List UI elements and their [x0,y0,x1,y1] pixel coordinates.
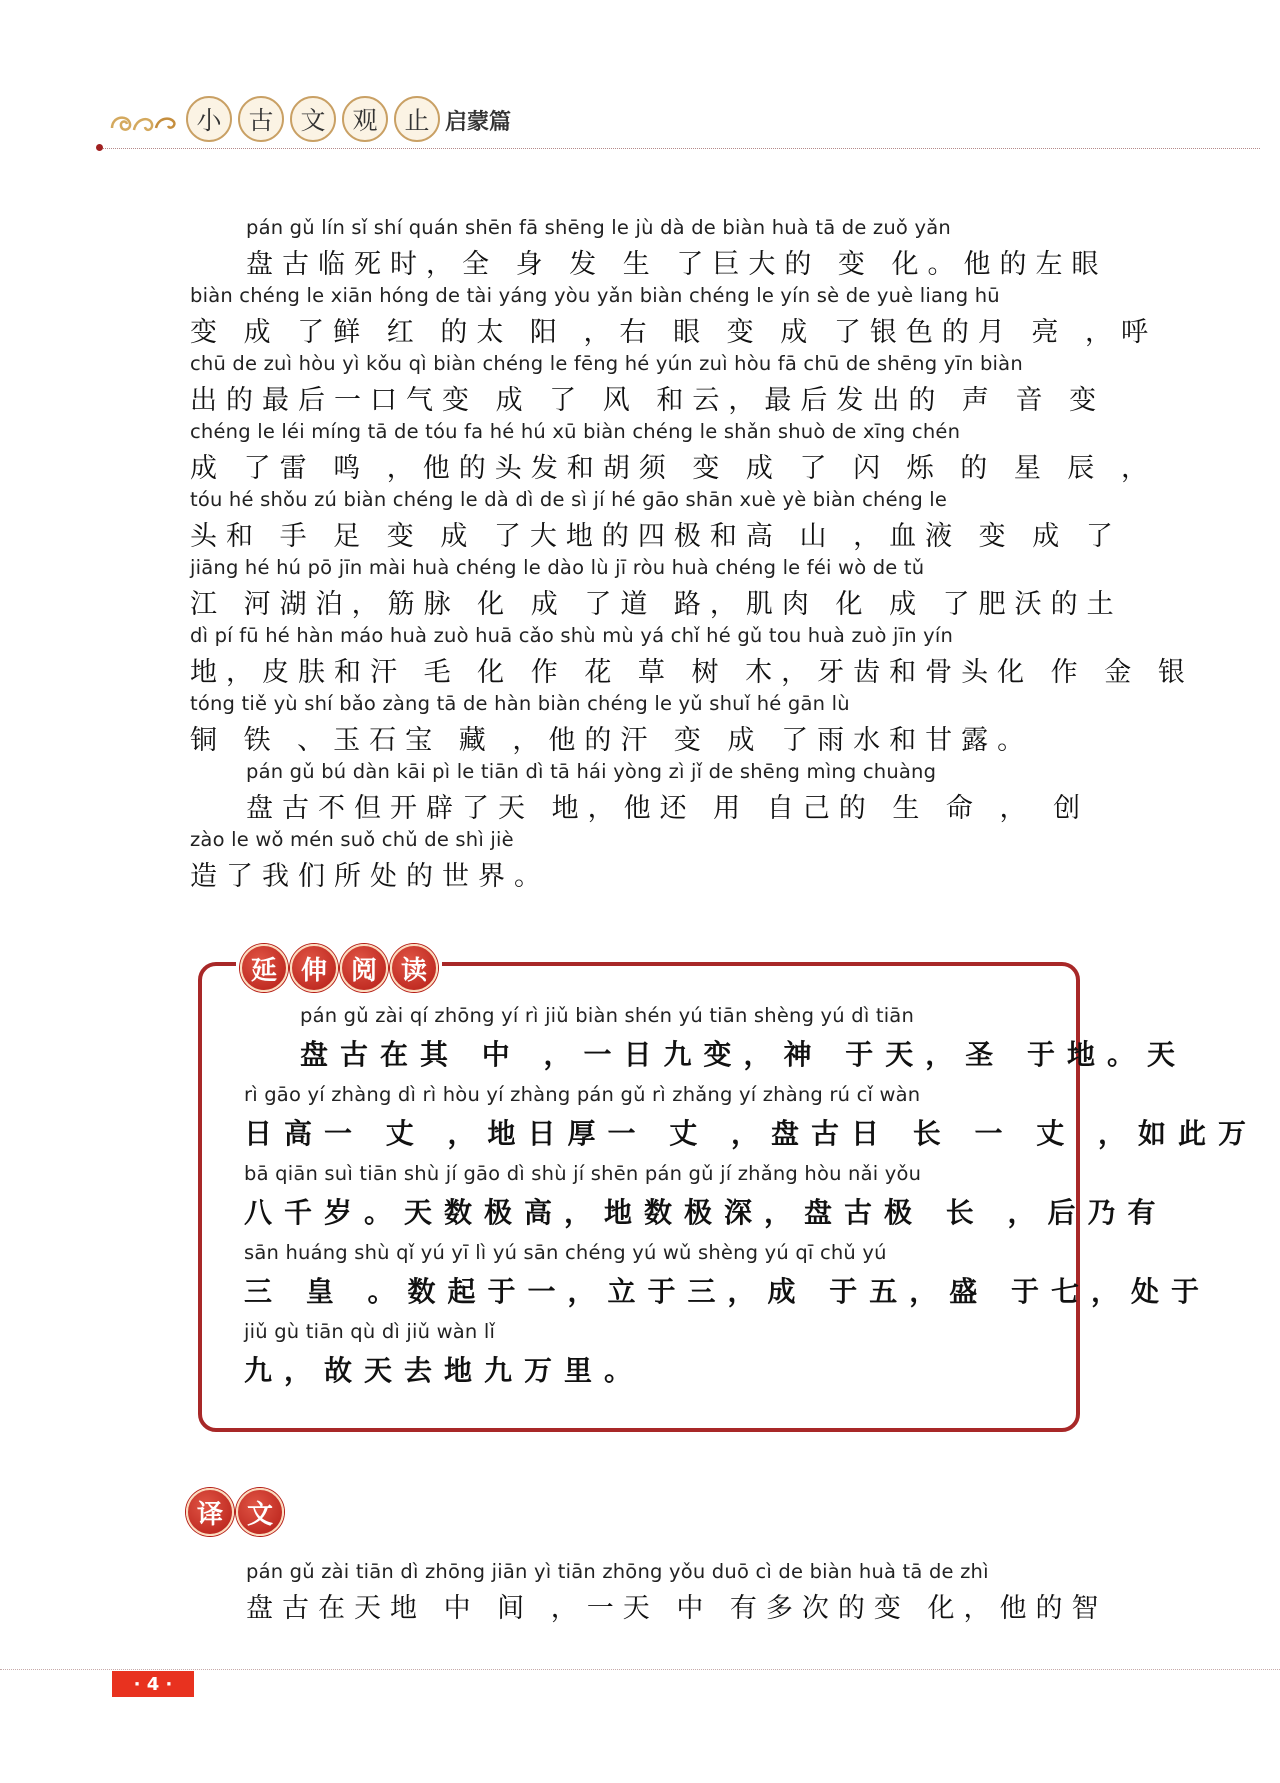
title-char: 观 [342,96,388,142]
pinyin: dì pí fū hé hàn máo huà zuò huā cǎo shù mù yá chǐ hé gǔ tou huà zuò jīn yín [190,624,954,647]
pinyin: tóng tiě yù shí bǎo zàng tā de hàn biàn chéng le yǔ shuǐ hé gān lù [190,692,850,715]
text-line [190,488,1122,556]
hanzi: 铜 铁 、玉石宝 藏 ，他的汗 变 成 了雨水和甘露。 [190,725,1034,756]
pinyin: pán gǔ zài qí zhōng yí rì jiǔ biàn shén yú tiān shèng yú dì tiān [300,1004,915,1027]
hanzi: 九，故天去地九万里。 [244,1354,645,1387]
translation-text [190,1560,1108,1628]
book-subtitle: 启蒙篇 [445,109,512,135]
text-line [244,1083,1258,1162]
text-line [190,352,1106,420]
main-text [190,216,1194,896]
tag-char: 延 [240,944,288,992]
hanzi: 地，皮肤和汗 毛 化 作 花 草 树 木，牙齿和骨头化 作 金 银 [190,657,1194,688]
title-char: 文 [290,96,336,142]
header-divider [100,148,1260,149]
title-char: 古 [238,96,284,142]
translation-tag [186,1488,284,1536]
tag-char: 阅 [340,944,388,992]
text-line [190,624,1194,692]
tag-char: 译 [186,1488,234,1536]
hanzi: 变 成 了鲜 红 的太 阳 ，右 眼 变 成 了银色的月 亮 ，呼 [190,317,1157,348]
page-number: · 4 · [112,1671,194,1697]
text-line [244,1004,1187,1083]
page-header [100,92,1260,152]
text-line [190,1560,1108,1628]
text-line [244,1320,1044,1399]
text-line [244,1241,1211,1320]
pinyin: sān huáng shù qǐ yú yī lì yú sān chéng yú wǔ shèng yú qī chǔ yú [244,1241,887,1264]
pinyin: pán gǔ zài tiān dì zhōng jiān yì tiān zhōng yǒu duō cì de biàn huà tā de zhì [246,1560,989,1583]
text-line [190,556,1123,624]
hanzi: 盘古在其 中 ，一日九变，神 于天，圣 于地。天 [300,1038,1187,1071]
hanzi: 成 了雷 鸣 ，他的头发和胡须 变 成 了 闪 烁 的 星 辰 ， [190,453,1157,484]
hanzi: 日高一 丈 ，地日厚一 丈 ，盘古日 长 一 丈 ，如此万 [244,1117,1258,1150]
text-line [190,692,1090,760]
title-char: 止 [394,96,440,142]
hanzi: 盘古在天地 中 间 ，一天 中 有多次的变 化，他的智 [246,1593,1108,1624]
pinyin: biàn chéng le xiān hóng de tài yáng yòu yǎn biàn chéng le yín sè de yuè liang hū [190,284,1000,307]
header-dot [96,144,103,151]
pinyin: chéng le léi míng tā de tóu fa hé hú xū biàn chéng le shǎn shuò de xīng chén [190,420,961,443]
title-char: 小 [186,96,232,142]
tag-char: 文 [236,1488,284,1536]
hanzi: 盘古不但开辟了天 地，他还 用 自己的 生 命 ， 创 [246,793,1090,824]
cloud-swirl-icon [108,108,180,138]
hanzi: 造了我们所处的世界。 [190,861,550,892]
pinyin: chū de zuì hòu yì kǒu qì biàn chéng le fēng hé yún zuì hòu fā chū de shēng yīn biàn [190,352,1023,375]
pinyin: pán gǔ lín sǐ shí quán shēn fā shēng le jù dà de biàn huà tā de zuǒ yǎn [246,216,951,239]
tag-char: 伸 [290,944,338,992]
book-title [186,96,440,142]
text-line [190,828,1090,896]
text-line [190,760,1090,828]
extended-reading-tag [236,944,442,992]
extended-reading-text [244,1004,1258,1399]
pinyin: jiǔ gù tiān qù dì jiǔ wàn lǐ [244,1320,496,1343]
text-line [190,420,1157,488]
pinyin: zào le wǒ mén suǒ chǔ de shì jiè [190,828,514,851]
tag-char: 读 [390,944,438,992]
hanzi: 八千岁。天数极高，地数极深，盘古极 长 ，后乃有 [244,1196,1168,1229]
text-line [244,1162,1168,1241]
pinyin: bā qiān suì tiān shù jí gāo dì shù jí shēn pán gǔ jí zhǎng hòu nǎi yǒu [244,1162,922,1185]
pinyin: rì gāo yí zhàng dì rì hòu yí zhàng pán gǔ rì zhǎng yí zhàng rú cǐ wàn [244,1083,921,1106]
footer-divider [0,1669,1280,1670]
hanzi: 盘古临死时，全 身 发 生 了巨大的 变 化。他的左眼 [246,249,1108,280]
text-line [190,216,1108,284]
hanzi: 江 河湖泊，筋脉 化 成 了道 路，肌肉 化 成 了肥沃的土 [190,589,1123,620]
pinyin: pán gǔ bú dàn kāi pì le tiān dì tā hái yòng zì jǐ de shēng mìng chuàng [246,760,937,783]
pinyin: tóu hé shǒu zú biàn chéng le dà dì de sì jí hé gāo shān xuè yè biàn chéng le [190,488,948,511]
hanzi: 三 皇 。数起于一，立于三，成 于五，盛 于七，处于 [244,1275,1211,1308]
hanzi: 头和 手 足 变 成 了大地的四极和高 山 ，血液 变 成 了 [190,521,1122,552]
hanzi: 出的最后一口气变 成 了 风 和云，最后发出的 声 音 变 [190,385,1106,416]
pinyin: jiāng hé hú pō jīn mài huà chéng le dào lù jī ròu huà chéng le féi wò de tǔ [190,556,925,579]
text-line [190,284,1157,352]
